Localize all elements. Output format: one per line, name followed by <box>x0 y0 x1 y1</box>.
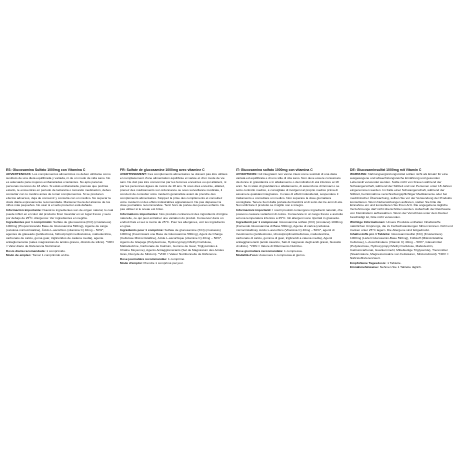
paragraph-text: 1 comprimido. <box>45 248 66 253</box>
paragraph-label: Dose journalière recommandée: <box>120 256 168 261</box>
paragraph <box>120 213 228 229</box>
paragraph-label: Mode d'emploi: <box>120 261 143 266</box>
paragraph-text: Nos produits contiennent des ingrédients d'origine naturelle, ce qui peut entraîner une variation du produit. Conservez dans un endroit frais et sec à moins de 25°C. Pour les allergènes, voir les ingrédients en gras. <box>120 211 228 228</box>
column-title: DE: Glucosaminsulfat 1000mg mit Vitamin C <box>350 168 422 172</box>
paragraph-label: AVERTISSEMENT: <box>120 171 147 176</box>
column-title: FR: Sulfate de glucosamine 1000mg avec vitamine C <box>120 168 205 172</box>
paragraph <box>120 173 228 213</box>
paragraph-label: Inhaltsstoffe pro 1 Tablette: <box>350 232 391 237</box>
paragraph <box>6 173 114 209</box>
paragraph-text: Sulfate de glucosamine (KCl) (crustacés) 1000mg (Fournissant une Base de Glucosamine 590mg), Agent de Charge (Cellulose Microcristalline), Acide L-ascorbique (vitamine C) 40mg – 50%*, Agents de Glaçage (Polydextrose, Hydroxypropyl Méthyl Cellulose, Maltodextrine, Carbonate de Calcium, Gomme de Guar, Triglycérides à Chaîne Moyenne), Agents Antiagglomérants (Sel de Magnésium des Acides Gras, Dioxyde de Silicium). *VNR = Valeur Nutritionnelle de Référence. <box>120 228 224 257</box>
paragraph <box>236 254 344 258</box>
paragraph-text: 1 comprimé. <box>167 256 186 261</box>
paragraph-text: Prendre 1 comprimé par jour. <box>142 261 184 266</box>
column-es <box>6 168 114 352</box>
paragraph <box>350 266 454 270</box>
column-de <box>350 168 454 352</box>
paragraph-text: 1 compressa. <box>283 248 303 253</box>
paragraph-text: Unsere Produkte enthalten Inhaltsstoffe natürlichen Ursprungs, die zu Farbschwankungen führen können. Kühl und trocken unter 25°C lagern. Die Allergene sind fettgedruckt. <box>350 219 453 232</box>
paragraph-label: Informazioni importanti: <box>236 208 272 213</box>
paragraph-label: Modo de empleo: <box>6 253 32 258</box>
paragraph-label: WARNUNG: <box>350 171 368 176</box>
paragraph-label: Empfohlene Tagesdosis: <box>350 260 387 265</box>
paragraph-label: Ingredienti per 1 compressa: <box>236 220 279 225</box>
paragraph <box>236 209 344 221</box>
paragraph-label: Dose giornaliera raccomandata: <box>236 248 284 253</box>
paragraph-text: 1 Tablette. <box>386 260 402 265</box>
paragraph <box>6 221 114 249</box>
paragraph-text: Assumere 1 compressa al giorno. <box>258 253 306 258</box>
paragraph <box>236 173 344 209</box>
paragraph-label: Wichtige Informationen: <box>350 219 386 224</box>
paragraph <box>350 221 454 233</box>
paragraph-text: Gli integratori non vanno intesi come sostituti di una dieta variata ed equilibrata e di uno stile di vita sano. Non deve essere consumato da donne in gravidanza o in allattamento o da individui di età inferiore ai 18 anni. Se in stato di gravidanza o allattamento, di assunzione di farmaci o se sotto controllo medico, è consigliato di rivolgersi al proprio medico prima di assumere qualsiasi integratore. In caso di effetti indesiderati, sospendere il trattamento e consultare un medico. Non superare la dose giornaliera consigliata. Tenere fuori dalla portata dei bambini al di sotto dei tre anni di età. Non utilizzare il prodotto se il sigillo non è integro. <box>236 171 343 208</box>
paragraph <box>350 233 454 261</box>
paragraph-text: Glucosamina solfato (KCl) (crostacei) 1000mg (Fornendo Glucosamina di Base 590mg), Agente di carica (cellulosa microcristallina), Acido L-ascorbico (Vitamina C) 40mg – 50%*, agenti di rivestimento (polidestrosio, idrossipropilmetilcellulosa, maltodestrina, carbonato di calcio, gomma di guar, trigliceridi a catena media), Agenti antiagglomeranti (acido stearico, Sali di magnesio degli acidi grassi, biossido di silicio). *VRN = Valore di Riferimento Nutritivo. <box>236 220 343 249</box>
paragraph-label: AVVERTENZE: <box>236 171 258 176</box>
column-fr <box>120 168 228 352</box>
paragraph-text: Sulfato de glucosamina (KCl) (crustáceos) 1000mg (Proporcionando Base de Glucosamina 590mg), Agente de carga (celulosa microcristalina), Ácido L-ascórbico (vitamina C) 40mg – 50%*, agentes de glaseado (polidextrosa, hidroxipropil metilcelulosa, maltodextrina, carbonato de calcio, goma guar, triglicéridos de cadena media), agente antiaglomerante (sales magnésicas de ácidos grasos, dióxido de silicio). *VRN = Valor diario de Referencia Nutricional. <box>6 220 114 249</box>
paragraph-label: Modalità d'uso: <box>236 253 259 258</box>
paragraph <box>350 173 454 220</box>
paragraph-text: Nahrungsergänzungsmittel sollten nicht als Ersatz für eine ausgewogene und abwechslungsreiche Ernährung und gesunden Lebensstil verwendet werden. Sollte nicht von Frauen während der Schwangerschaft, während der Stillzeit und von Personen unter 18 Jahren eingenommen werden. Im Falle einer Schwangerschaft, während der Stillzeit, bei Einnahme verschreibungspflichtiger Medikamente oder bei medizinischer Überwachung, sollten Sie vor der Verwendung der Produkts konsultieren. Wenn Nebenwirkungen auftreten, stellen Sie bitte die Einnahme ein und konsultieren Sie Ihren Arzt. Die angegebene tägliche Verzehrmenge darf nicht überschritten werden. Außerhalb der Reichweite von Kleinkindern aufbewahren. Wenn der Verschluss unter dem Deckel beschädigt ist, bitte nicht verwenden. <box>350 171 452 220</box>
paragraph <box>6 254 114 258</box>
paragraph-label: Ingredientes por 1 comprimido: <box>6 220 53 225</box>
paragraph <box>120 262 228 266</box>
paragraph-label: Einnahmehinweise: <box>350 265 379 270</box>
paragraph-text: Los complementos alimenticios no deben utilizarse como sustituto de una dieta equilibrada y variada, ni de un modo de vida sano. No es adecuado para mujeres embarazadas o lactantes. No apto para las personas menores de 18 años. Si estás embarazada, piensas que podrías estarlo, te encuentras en periodo de lactancia o tomando medicación, debes consultar con tu médico antes de tomar complementos. Si se producen efectos adversos, deja de consumir y consulta con un médico. No superar la dosis diaria expresamente recomendada. Mantener fuera del alcance de los niños más pequeños. No usar si el sello protector está dañado. <box>6 171 111 208</box>
paragraph-text: Nehmen Sie 1 Tablette täglich. <box>378 265 422 270</box>
paragraph-label: Información importante: <box>6 208 42 213</box>
paragraph-text: Tomar 1 comprimido al día. <box>31 253 70 258</box>
paragraph-label: Ingrédients pour 1 comprimé: <box>120 228 164 233</box>
paragraph <box>120 229 228 257</box>
column-it <box>236 168 344 352</box>
paragraph <box>6 209 114 221</box>
paragraph-text: Nuestros ingredientes son de origen natural, lo cual puede influir en el color del producto final. Guardar en un lugar fresco y seco por debajo de 25ºC. Alérgenos: Ver ingredientes en negrita. <box>6 208 114 220</box>
column-title: ES: Glucosamina Sulfato 1000mg con Vitamina C <box>6 168 86 172</box>
paragraph <box>236 221 344 249</box>
paragraph-text: Ces compléments alimentaires ne doivent pas être utilisés en remplacement d'une alimentation équilibrée et variée et d'un mode de vie sain. Ne doit pas être consommé par les femmes enceintes ou qui allaitent, ni par les personnes âgées de moins de 18 ans. Si vous êtes enceinte, allaitez, prenez des médicaments sur ordonnance ou sous surveillance médicale, il convient de consulter votre médecin généraliste avant de prendre des compléments alimentaires. Stoppez la prise des compléments et consultez votre médecin si des effets indésirables apparaissent. Ne pas dépasser la dose journalière recommandée. Tenir hors de portée des jeunes enfants. Ne pas utiliser si le sceau est brisé. <box>120 171 228 212</box>
paragraph-label: ADVERTENCIAS: <box>6 171 32 176</box>
column-title: IT: Glucosamina solfato 1000mg con vitamina C <box>236 168 313 172</box>
paragraph-label: Informations importantes: <box>120 211 159 216</box>
paragraph-label: Dosis diaria recomendada: <box>6 248 46 253</box>
paragraph-text: Glucosaminsulfat (KCl) (Krustentiere) 1000mg (Liefert Glucosamin-Base 590mg), Füllstoff (Mikrokristalline Cellulose), L-Ascorbinsäure (Vitamin C) 40mg – 50%*, Glasurmittel (Polydextrose, Hydroxypropyl Methyl Cellulose, Maltodextrin, Calciumcarbonat, Guarkernmehl, Mittelkettige Triglyceride), Trennmittel (Stearinsäure, Magnesiumsalze von Fettsäuren, Siliciumdioxid). *NRV = Nährstoffreferenzwert. <box>350 232 449 261</box>
paragraph-text: I nostri prodotti contengono ingredienti naturali, che possono causare variazioni di colore. Conservare in un luogo fresco e asciutto ad una temperatura inferiore a 25°C. Gli allergeni sono riportati in grassetto. <box>236 208 344 220</box>
